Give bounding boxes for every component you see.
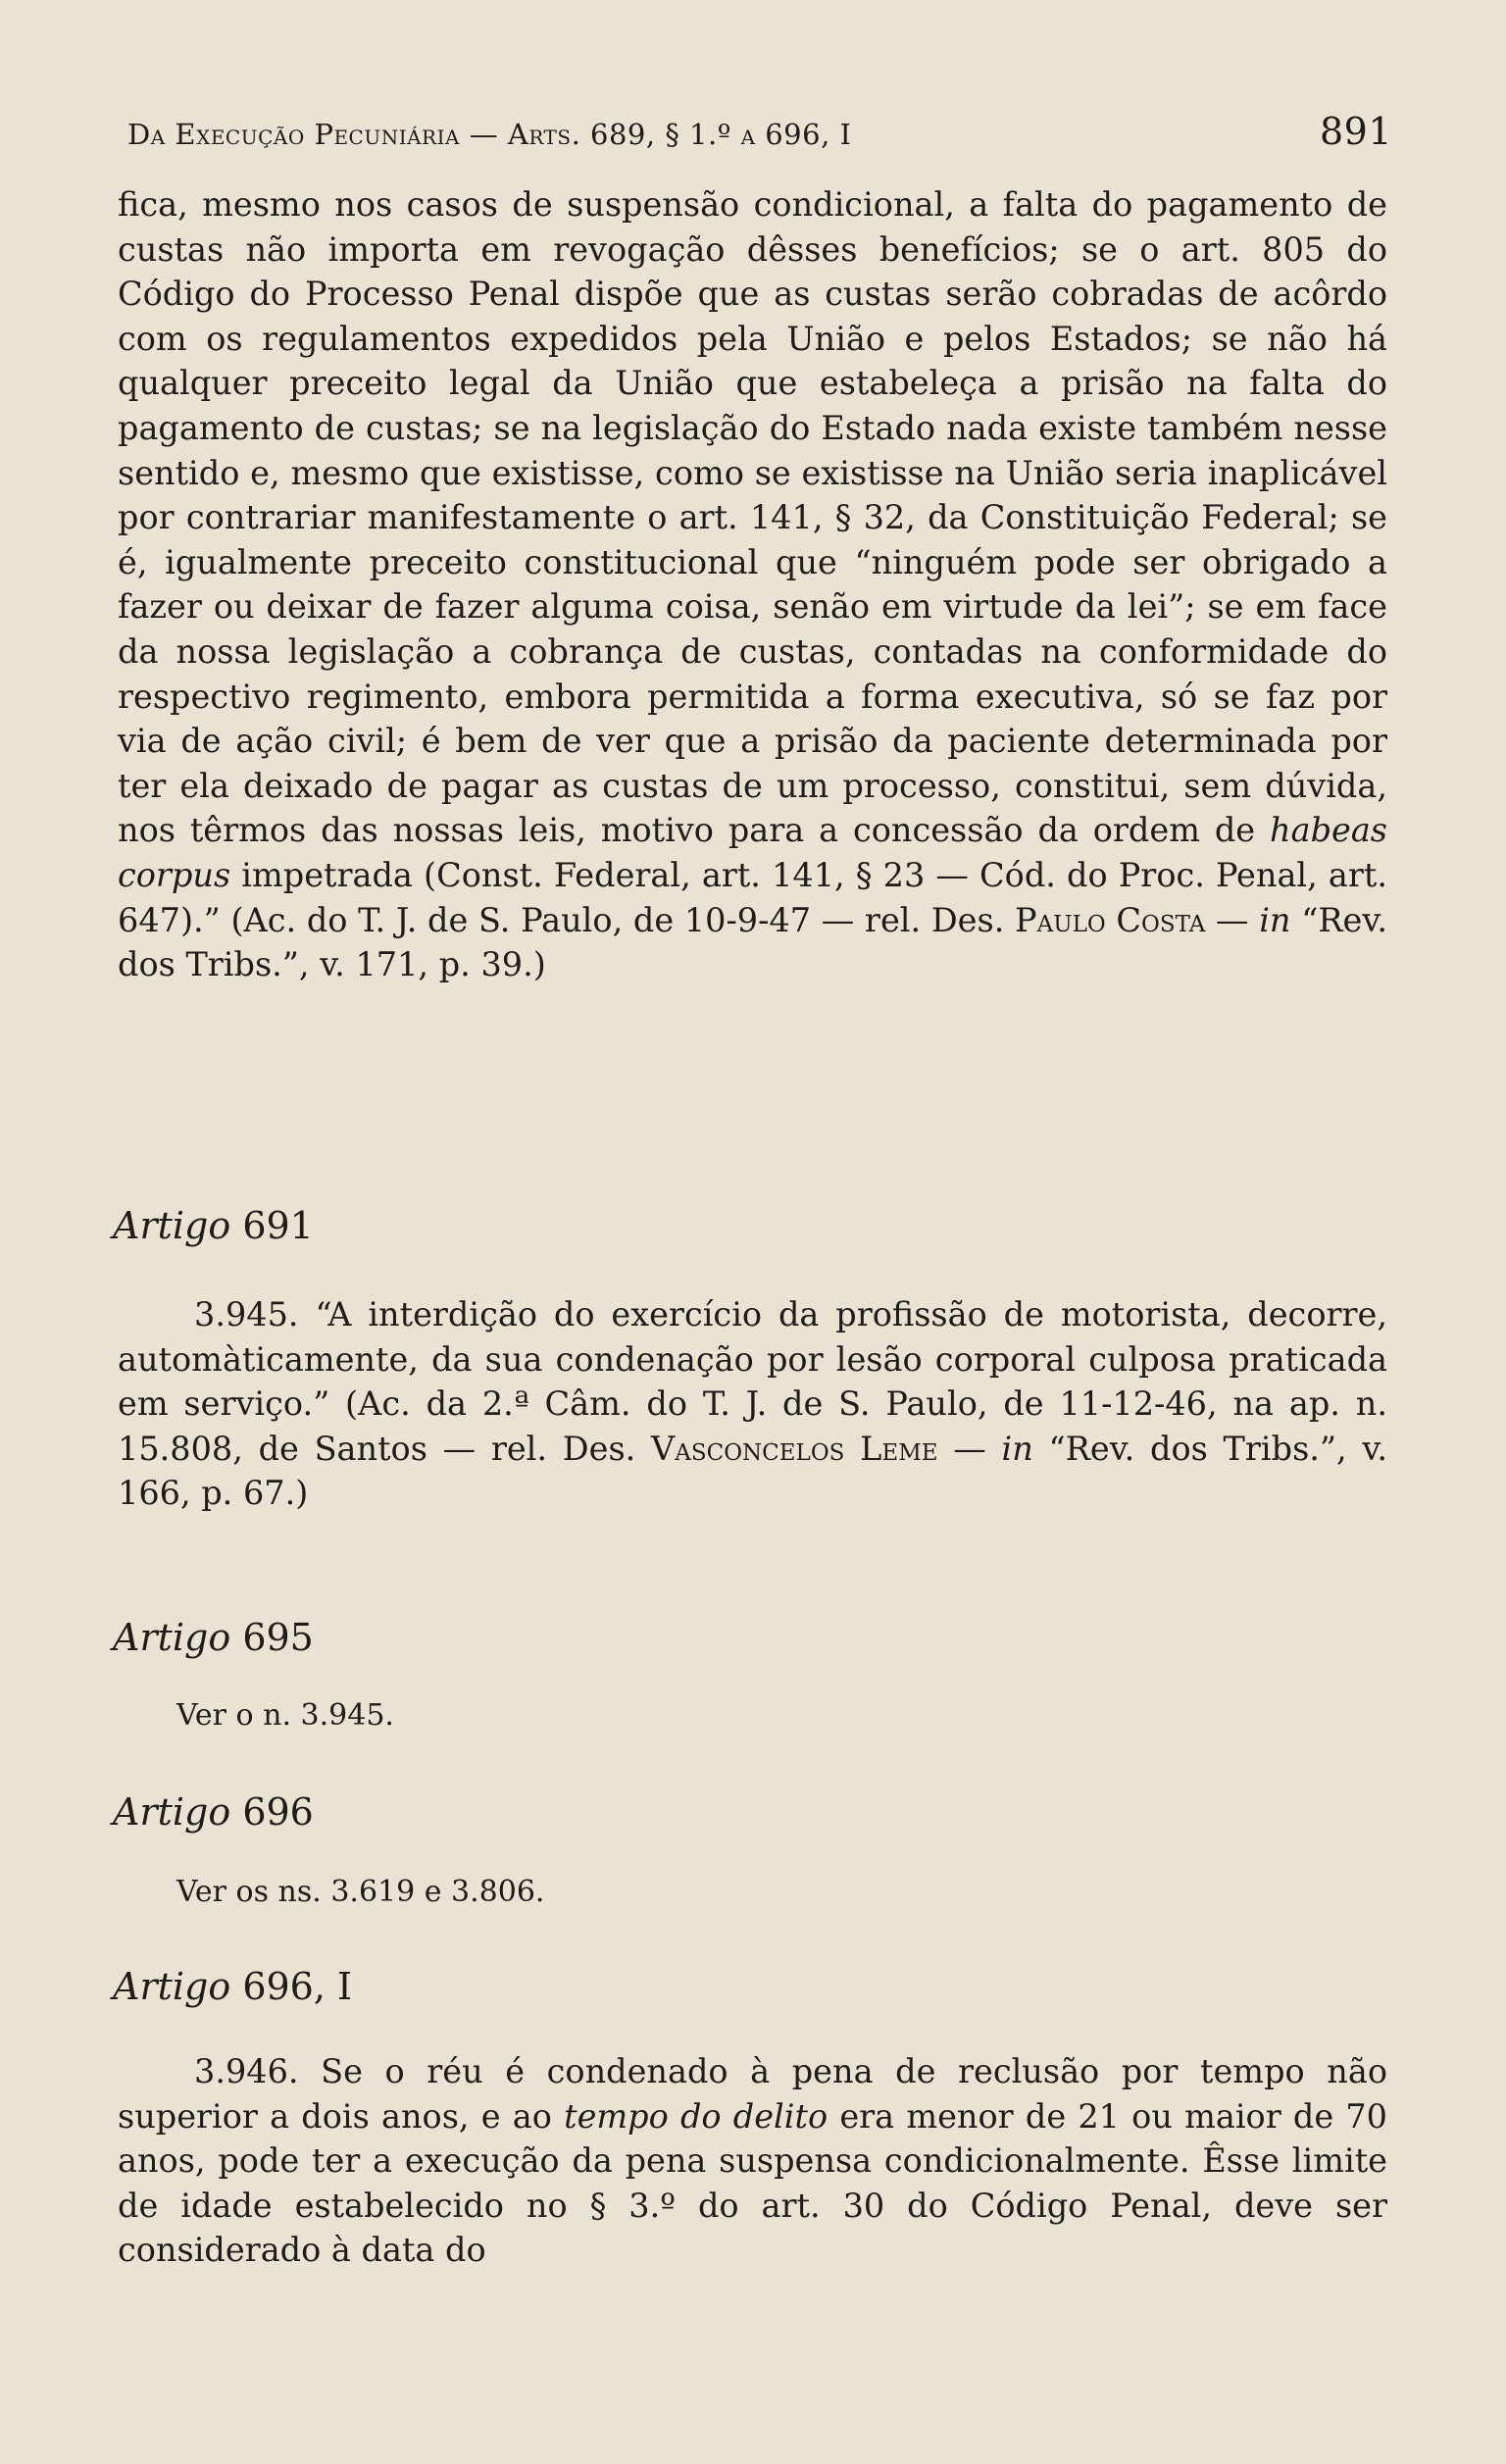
page-number: 891: [1319, 110, 1392, 153]
running-title: Da Execução Pecuniária — Arts. 689, § 1.º a 696, I: [127, 118, 852, 151]
cross-reference-695: Ver o n. 3.945.: [176, 1698, 394, 1733]
running-header: [127, 110, 1392, 153]
paragraph-continued: fica, mesmo nos casos de suspensão condicional, a falta do pagamento de custas não importa em revogação dêsses benefícios; se o art. 805 do Código do Processo Penal dispõe que as custas serão cobradas de acôrdo com os regulamentos expedidos pela União e pelos Estados; se não há qualquer preceito legal da União que estabeleça a prisão na falta do pagamento de custas; se na legislação do Estado nada existe também nesse sentido e, mesmo que existisse, como se existisse na União seria inaplicável por contrariar manifestamente o art. 141, § 32, da Constituição Federal; se é, igualmente preceito constitucional que “ninguém pode ser obrigado a fazer ou deixar de fazer alguma coisa, senão em virtude da lei”; se em face da nossa legislação a cobrança de custas, contadas na conformidade do respectivo regimento, embora permitida a forma executiva, só se faz por via de ação civil; é bem de ver que a prisão da paciente determinada por ter ela deixado de pagar as custas de um processo, constitui, sem dúvida, nos têrmos das nossas leis, motivo para a concessão da ordem de habeas corpus impetrada (Const. Federal, art. 141, § 23 — Cód. do Proc. Penal, art. 647).” (Ac. do T. J. de S. Paulo, de 10-9-47 — rel. Des. Paulo Costa — in “Rev. dos Tribs.”, v. 171, p. 39.): [118, 185, 1387, 984]
article-heading-691: Artigo 691: [113, 1204, 314, 1247]
entry-3945: 3.945. “A interdição do exercício da profissão de motorista, decorre, automàticamente, da sua condenação por lesão corporal culposa praticada em serviço.” (Ac. da 2.ª Câm. do T. J. de S. Paulo, de 11-12-46, na ap. n. 15.808, de Santos — rel. Des. Vasconcelos Leme — in “Rev. dos Tribs.”, v. 166, p. 67.): [118, 1295, 1388, 1513]
article-heading-696-i: Artigo 696, I: [113, 1965, 353, 2008]
article-heading-696: Artigo 696: [113, 1790, 314, 1834]
entry-3946: 3.946. Se o réu é condenado à pena de reclusão por tempo não superior a dois anos, e ao tempo do delito era menor de 21 ou maior de 70 anos, pode ter a execução da pena suspensa condicionalmente. Êsse limite de idade estabelecido no § 3.º do art. 30 do Código Penal, deve ser considerado à data do: [118, 2052, 1387, 2270]
cross-reference-696: Ver os ns. 3.619 e 3.806.: [176, 1875, 545, 1909]
article-heading-695: Artigo 695: [113, 1616, 314, 1659]
